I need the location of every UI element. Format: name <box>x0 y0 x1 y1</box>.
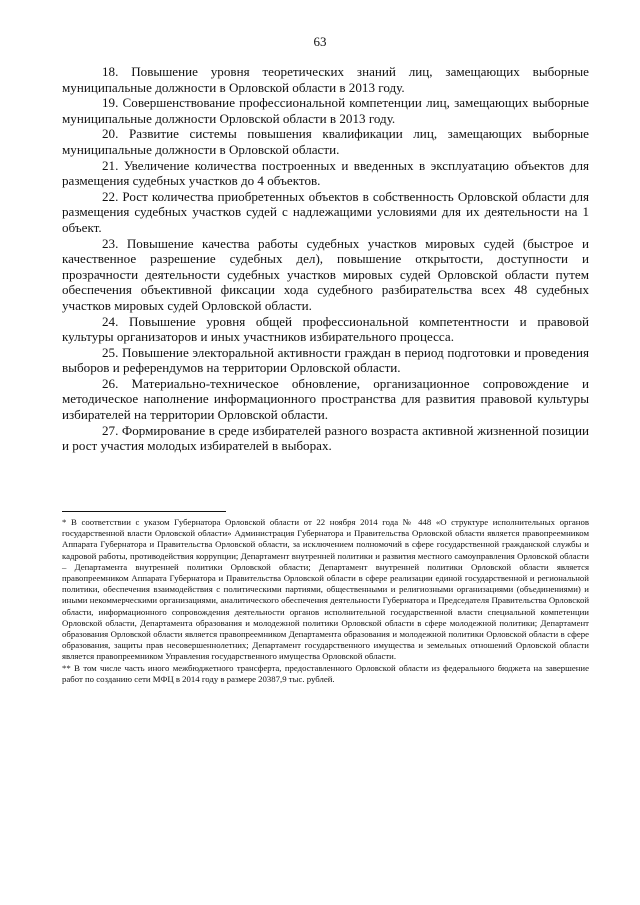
footnote-1: * В соответствии с указом Губернатора Орловской области от 22 ноября 2014 года № 448 «О структуре исполнительных органов государственной власти Орловской области» Администрация Губернатора и Правительства Орловской области является правопреемником Аппарата Губернатора и Правительства Орловской области, за исключением полномочий в сфере государственной гражданской службы и кадровой работы, противодействия коррупции; Департамент внутренней политики и развития местного самоуправления Орловской области – Департамента внутренней политики Орловской области; Департамент внутренней политики Орловской области является правопреемником Аппарата Губернатора и Правительства Орловской области в сфере реализации единой государственной и региональной политики, обеспечения взаимодействия с политическими партиями, общественными и религиозными организациями (объединениями) и иными некоммерческими организациями, аналитического обеспечения деятельности Губернатора и Председателя Правительства Орловской области, информационного сопровождения деятельности органов исполнительной государственной власти специальной компетенции Орловской области, Департамента образования и молодежной политики Орловской области в сфере молодежной политики; Департамент образования Орловской области является правопреемником Департамента образования и молодежной политики Орловской области в сфере образования, защиты прав несовершеннолетних; Департамент государственного имущества и земельных отношений Орловской области является правопреемником Управления государственного имущества Орловской области. <box>62 517 589 662</box>
footnote-2: ** В том числе часть иного межбюджетного трансферта, предоставленного Орловской области из федерального бюджета на завершение работ по созданию сети МФЦ в 2014 году в размере 20387,9 тыс. рублей. <box>62 662 589 684</box>
list-item-20: 20. Развитие системы повышения квалификации лиц, замещающих выборные муниципальные должности в Орловской области. <box>62 126 589 157</box>
list-item-27: 27. Формирование в среде избирателей разного возраста активной жизненной позиции и рост участия молодых избирателей в выборах. <box>62 422 589 454</box>
list-item-25: 25. Повышение электоральной активности граждан в период подготовки и проведения выборов и референдумов на территории Орловской области. <box>62 344 589 376</box>
page-number: 63 <box>313 34 327 49</box>
footnote-divider <box>62 511 226 512</box>
list-item-26: 26. Материально-техническое обновление, организационное сопровождение и методическое наполнение информационного пространства для развития правовой культуры избирателей на территории Орловской области. <box>62 375 589 423</box>
list-item-21: 21. Увеличение количества построенных и введенных в эксплуатацию объектов для размещения судебных участков до 4 объектов. <box>62 157 589 189</box>
footnotes <box>62 517 589 685</box>
list-item-22: 22. Рост количества приобретенных объектов в собственность Орловской области для размещения судебных участков судей с надлежащими условиями для их деятельности на 1 объект. <box>62 188 589 235</box>
list-item-19: 19. Совершенствование профессиональной компетенции лиц, замещающих выборные муниципальные должности Орловской области в 2013 году. <box>62 95 589 126</box>
list-item-23: 23. Повышение качества работы судебных участков мировых судей (быстрое и качественное разрешение судебных дел), повышение открытости, доступности и прозрачности деятельности судебных участков мировых судей Орловской области путем обеспечения объективной фиксации хода судебного разбирательства всех 48 судебных участков мировых судей Орловской области. <box>62 235 589 313</box>
main-text <box>62 64 589 454</box>
list-item-24: 24. Повышение уровня общей профессиональной компетентности и правовой культуры организаторов и иных участников избирательного процесса. <box>62 313 589 345</box>
list-item-18: 18. Повышение уровня теоретических знаний лиц, замещающих выборные муниципальные должности в Орловской области в 2013 году. <box>62 64 589 95</box>
